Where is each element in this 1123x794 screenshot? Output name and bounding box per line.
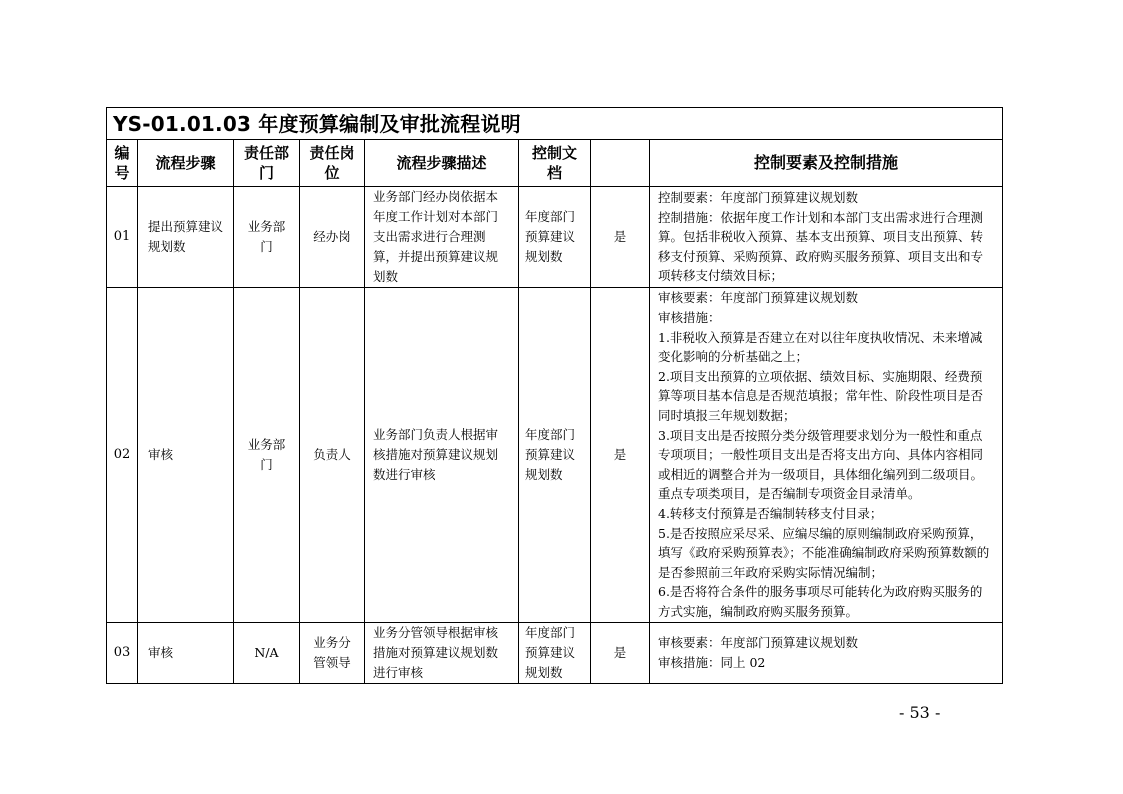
row-doc: 年度部门预算建议规划数 [519, 187, 591, 288]
table-title: YS-01.01.03 年度预算编制及审批流程说明 [107, 108, 1003, 140]
row-step: 审核 [138, 623, 234, 684]
control-line: 6.是否将符合条件的服务事项尽可能转化为政府购买服务的方式实施，编制政府购买服务预算。 [658, 584, 983, 619]
row-post: 业务分管领导 [300, 623, 365, 684]
row-dept: N/A [234, 623, 300, 684]
header-measures: 控制要素及控制措施 [650, 140, 1003, 187]
control-line: 1.非税收入预算是否建立在对以往年度执收情况、未来增减变化影响的分析基础之上； [658, 329, 983, 365]
row-post: 经办岗 [300, 187, 365, 288]
control-line: 审核措施：同上 02 [658, 655, 766, 670]
row-no: 01 [107, 187, 138, 288]
row-control [650, 187, 1003, 288]
header-doc: 控制文档 [519, 140, 591, 187]
row-key: 是 [591, 623, 650, 684]
row-key: 是 [591, 288, 650, 623]
row-desc: 业务部门负责人根据审核措施对预算建议规划数进行审核 [365, 288, 519, 623]
header-row [107, 140, 1003, 187]
table-row [107, 623, 1003, 684]
table-row [107, 187, 1003, 288]
header-desc: 流程步骤描述 [365, 140, 519, 187]
row-dept: 业务部门 [234, 288, 300, 623]
control-line: 5.是否按照应采尽采、应编尽编的原则编制政府采购预算，填写《政府采购预算表》；不能准确编制政府采购预算数额的是否参照前三年政府采购实际情况编制； [658, 525, 990, 580]
control-line: 审核措施： [658, 310, 721, 326]
table-row [107, 288, 1003, 623]
row-dept: 业务部门 [234, 187, 300, 288]
control-line: 3.项目支出是否按照分类分级管理要求划分为一般性和重点专项项目；一般性项目支出是否将支出方向、具体内容相同或相近的调整合并为一级项目，具体细化编列到二级项目。重点专项类项目，是否编制专项资金目录清单。 [658, 427, 984, 502]
control-line: 2.项目支出预算的立项依据、绩效目标、实施期限、经费预算等项目基本信息是否规范填报；常年性、阶段性项目是否同时填报三年规划数据； [658, 368, 984, 424]
row-no: 02 [107, 288, 138, 623]
row-desc: 业务分管领导根据审核措施对预算建议规划数进行审核 [365, 623, 519, 684]
row-control [650, 623, 1003, 684]
row-control [650, 288, 1003, 623]
row-post: 负责人 [300, 288, 365, 623]
control-line: 控制要素：年度部门预算建议规划数 [658, 190, 859, 206]
header-step: 流程步骤 [138, 140, 234, 187]
control-line: 审核要素：年度部门预算建议规划数 [658, 290, 859, 306]
header-no: 编号 [107, 140, 138, 187]
header-dept: 责任部门 [234, 140, 300, 187]
row-desc: 业务部门经办岗依据本年度工作计划对本部门支出需求进行合理测算，并提出预算建议规划数 [365, 187, 519, 288]
control-line: 审核要素：年度部门预算建议规划数 [658, 635, 859, 651]
control-line: 4.转移支付预算是否编制转移支付目录； [658, 505, 883, 521]
row-step: 审核 [138, 288, 234, 623]
row-step: 提出预算建议规划数 [138, 187, 234, 288]
header-post: 责任岗位 [300, 140, 365, 187]
header-key [591, 140, 650, 187]
process-table [106, 107, 1003, 684]
row-no: 03 [107, 623, 138, 684]
control-line: 控制措施：依据年度工作计划和本部门支出需求进行合理测算。包括非税收入预算、基本支出预算、项目支出预算、转移支付预算、采购预算、政府购买服务预算、项目支出和专项转移支付绩效目标； [658, 209, 984, 284]
row-doc: 年度部门预算建议规划数 [519, 288, 591, 623]
page-number: - 53 - [899, 703, 941, 722]
row-key: 是 [591, 187, 650, 288]
row-doc: 年度部门预算建议规划数 [519, 623, 591, 684]
